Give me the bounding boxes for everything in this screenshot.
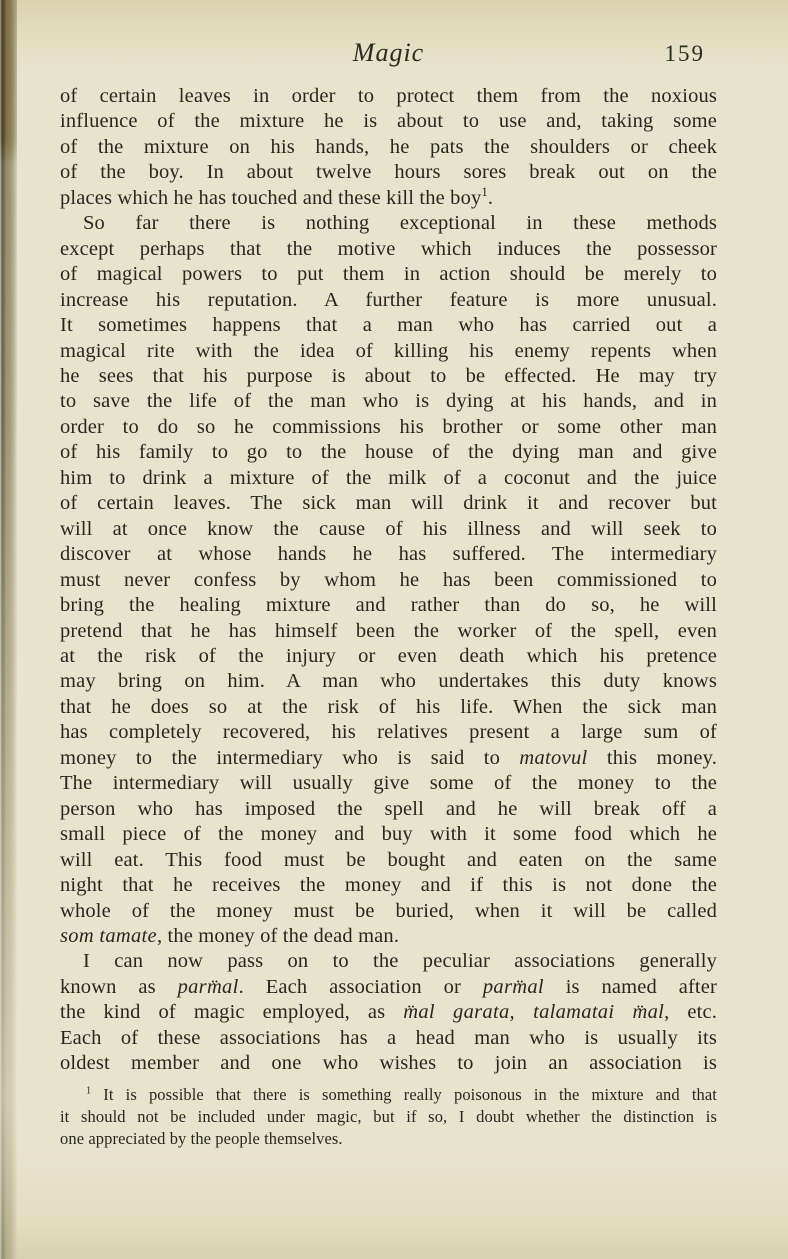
text-line: som tamate, the money of the dead man.	[60, 924, 400, 947]
text-line: magical rite with the idea of killing his enemy repents when	[60, 339, 717, 362]
text-line: except perhaps that the motive which induces the possessor	[60, 237, 717, 260]
text-line: Each of these associations has a head man who is usually its	[60, 1026, 717, 1049]
text-line: that he does so at the risk of his life. When the sick man	[60, 695, 717, 718]
text-line: to save the life of the man who is dying at his hands, and in	[60, 390, 717, 413]
footnote	[60, 1084, 717, 1149]
text-line: has completely recovered, his relatives present a large sum of	[60, 721, 717, 744]
text-line: he sees that his purpose is about to be effected. He may try	[60, 364, 717, 387]
italic-term: m̈al garata, talamatai m̈al	[403, 1001, 665, 1024]
text-line: the kind of magic employed, as m̈al garata, talamatai m̈al, etc.	[60, 1001, 718, 1024]
text-line: small piece of the money and buy with it some food which he	[60, 823, 717, 846]
text-line: at the risk of the injury or even death which his pretence	[60, 644, 717, 667]
text-line: money to the intermediary who is said to matovul this money.	[60, 746, 717, 769]
text-line: of the boy. In about twelve hours sores break out on the	[60, 161, 717, 184]
page-header	[60, 38, 717, 72]
text-line: it should not be included under magic, but if so, I doubt whether the distinction is	[60, 1106, 717, 1126]
text-line: pretend that he has himself been the worker of the spell, even	[60, 619, 717, 642]
text-line: him to drink a mixture of the milk of a coconut and the juice	[60, 466, 717, 489]
page-number: 159	[664, 41, 705, 66]
text-line: of his family to go to the house of the dying man and give	[60, 441, 717, 464]
page-body	[60, 84, 717, 1077]
text-line: So far there is nothing exceptional in these methods	[83, 212, 717, 235]
text-line: influence of the mixture he is about to use and, taking some	[60, 110, 717, 133]
text-line: whole of the money must be buried, when it will be called	[60, 899, 717, 922]
italic-term: parm̈al	[177, 975, 239, 998]
text-line: must never confess by whom he has been commissioned to	[60, 568, 717, 591]
italic-term: parm̈al	[482, 975, 544, 998]
footnote-reference: 1	[481, 184, 488, 199]
text-line: oldest member and one who wishes to join an association is	[60, 1052, 717, 1075]
text-line: places which he has touched and these kill the boy$^1$.	[60, 184, 494, 209]
text-line: one appreciated by the people themselves.	[60, 1128, 343, 1148]
text-line: $^1$ It is possible that there is something really poisonous in the mixture and that	[86, 1085, 717, 1104]
italic-term: matovul	[519, 746, 588, 769]
text-line: order to do so he commissions his brother or some other man	[60, 415, 717, 438]
footnote-reference: 1	[86, 1085, 92, 1097]
text-line: discover at whose hands he has suffered. The intermediary	[60, 543, 717, 566]
text-line: of certain leaves in order to protect them from the noxious	[60, 85, 717, 107]
text-line: person who has imposed the spell and he will break off a	[60, 797, 717, 820]
text-line: will at once know the cause of his illness and will seek to	[60, 517, 717, 540]
text-line: The intermediary will usually give some of the money to the	[60, 772, 717, 795]
text-line: increase his reputation. A further feature is more unusual.	[60, 288, 717, 311]
binding-edge	[0, 0, 17, 1259]
italic-term: som tamate	[60, 924, 157, 947]
text-line: of the mixture on his hands, he pats the shoulders or cheek	[60, 135, 717, 158]
text-line: night that he receives the money and if this is not done the	[60, 874, 717, 897]
text-line: will eat. This food must be bought and eaten on the same	[60, 848, 717, 871]
text-line: bring the healing mixture and rather than do so, he will	[60, 594, 717, 617]
text-line: I can now pass on to the peculiar associations generally	[83, 950, 717, 973]
running-title: Magic	[352, 38, 425, 67]
text-line: It sometimes happens that a man who has carried out a	[60, 314, 717, 337]
text-line: may bring on him. A man who undertakes this duty knows	[60, 670, 717, 693]
text-line: of certain leaves. The sick man will drink it and recover but	[60, 492, 717, 515]
text-line: of magical powers to put them in action should be merely to	[60, 263, 717, 286]
text-line: known as parm̈al. Each association or parm̈al is named after	[60, 975, 717, 998]
